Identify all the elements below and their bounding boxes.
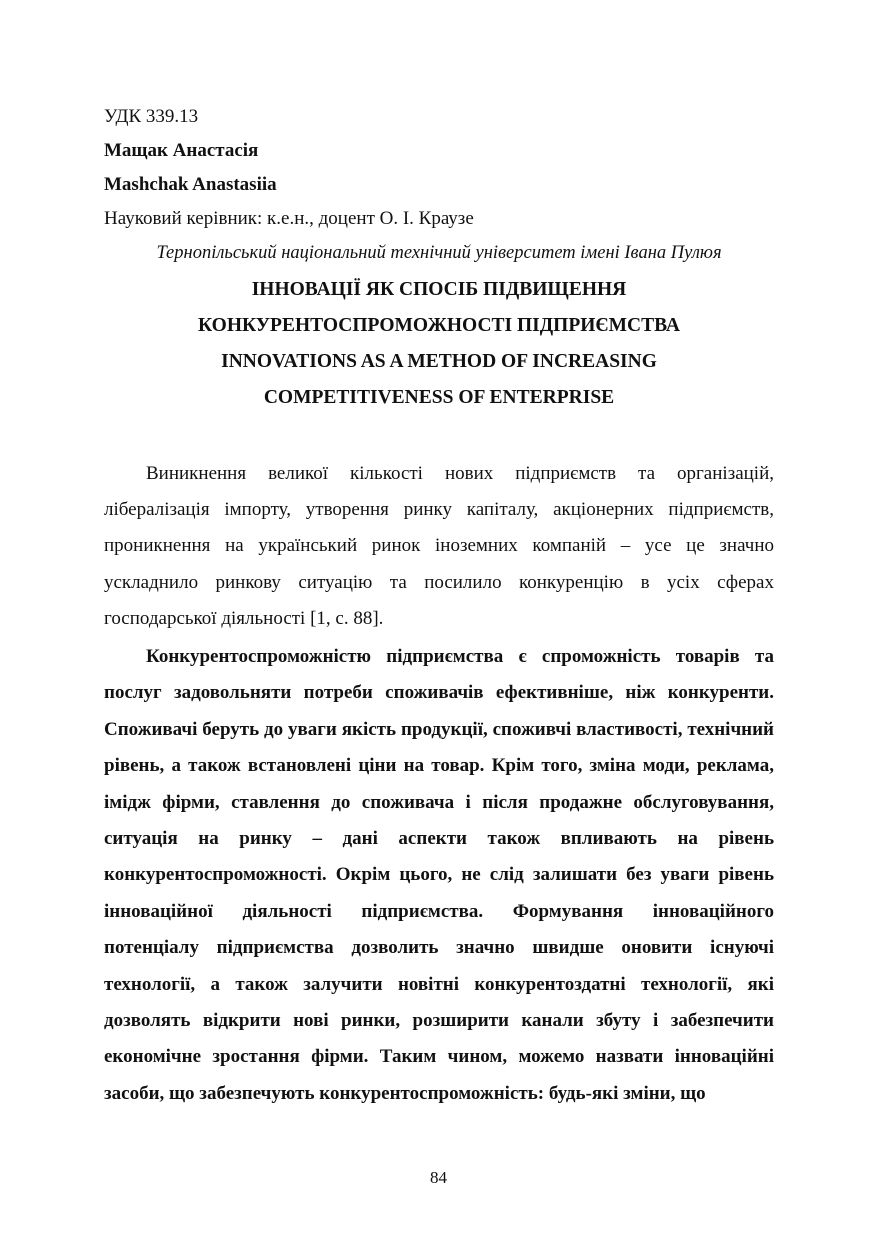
paragraph-1: Виникнення великої кількості нових підприємств та організацій, лібералізація імпорту, утворення ринку капіталу, акціонерних підприємств, проникнення на український ринок іноземних компаній – усе це значно ускладнило ринкову ситуацію та посилило конкуренцію в усіх сферах господарської діяльності [1, с. 88]. <box>104 463 774 629</box>
supervisor-line: Науковий керівник: к.е.н., доцент О. І. Краузе <box>104 208 474 229</box>
title-ua-line-2: КОНКУРЕНТОСПРОМОЖНОСТІ ПІДПРИЄМСТВА <box>198 315 680 336</box>
author-name-en: Mashchak Anastasiia <box>104 174 277 195</box>
title-en-line-2: COMPETITIVENESS OF ENTERPRISE <box>263 387 615 408</box>
author-name-ua: Мащак Анастасія <box>104 140 259 161</box>
page-number: 84 <box>430 1168 447 1187</box>
affiliation: Тернопільський національний технічний університет імені Івана Пулюя <box>156 243 722 263</box>
title-en-line-1: INNOVATIONS AS A METHOD OF INCREASING <box>221 351 657 372</box>
paper-page <box>104 100 774 1112</box>
udk-code: УДК 339.13 <box>104 106 199 127</box>
paragraph-2: Конкурентоспроможністю підприємства є спроможність товарів та послуг задовольняти потреби споживачів ефективніше, ніж конкуренти. Споживачі беруть до уваги якість продукції, споживчі властивості, технічний рівень, а також встановлені ціни на товар. Крім того, зміна моди, реклама, імідж фірми, ставлення до споживача і після продажне обслуговування, ситуація на ринку – дані аспекти також впливають на рівень конкурентоспроможності. Окрім цього, не слід залишати без уваги рівень інноваційної діяльності підприємства. Формування інноваційного потенціалу підприємства дозволить значно швидше оновити існуючі технології, а також залучити новітні конкурентоздатні технології, які дозволять відкрити нові ринки, розширити канали збуту і забезпечити економічне зростання фірми. Таким чином, можемо назвати інноваційні засоби, що забезпечують конкурентоспроможність: будь-які зміни, що <box>104 646 774 1104</box>
body-text <box>104 456 774 1112</box>
paper-title <box>104 272 774 416</box>
title-ua-line-1: ІННОВАЦІЇ ЯК СПОСІБ ПІДВИЩЕННЯ <box>251 279 627 300</box>
